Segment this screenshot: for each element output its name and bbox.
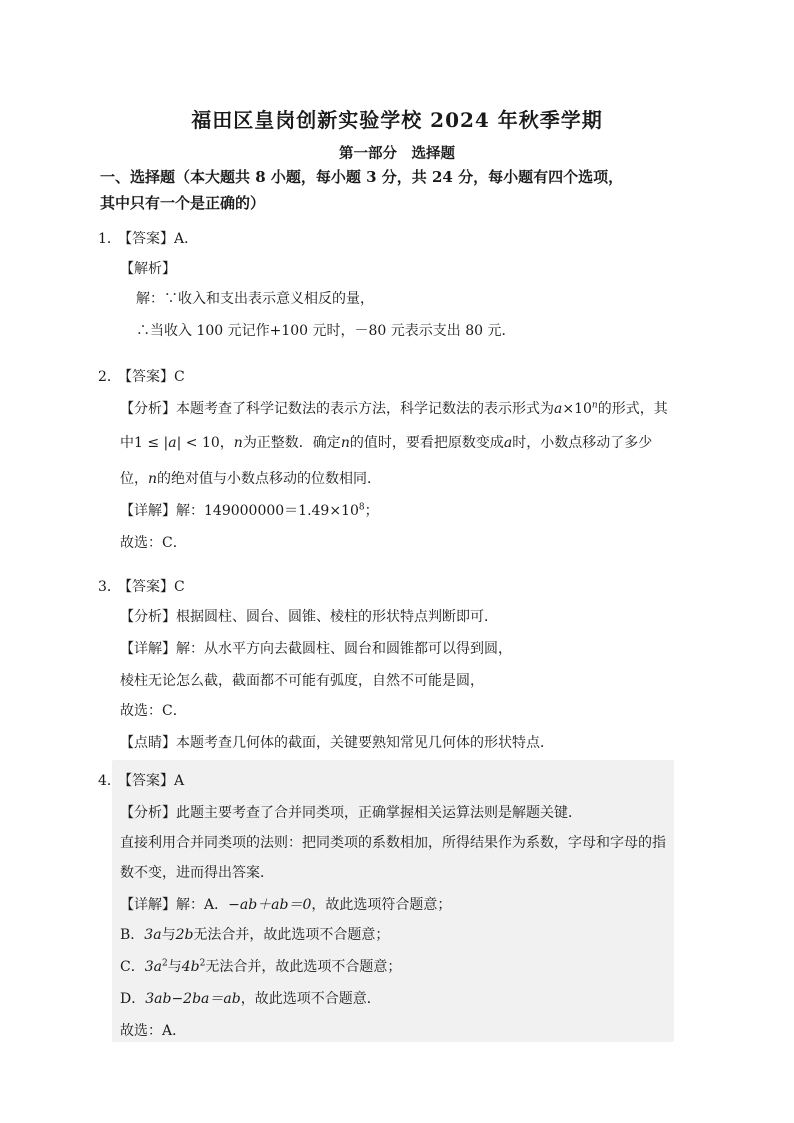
math-a: a: [503, 435, 513, 451]
math-times-ten: ×10: [562, 401, 592, 417]
text-segment: 无法合并，故此选项不合题意；: [193, 927, 390, 943]
question-4-analysis-line-2: 直接利用合并同类项的法则：把同类项的系数相加，所得结果作为系数，字母和字母的指: [120, 835, 666, 851]
question-2-number: 2．: [98, 369, 121, 385]
question-2-choice: 故选：C．: [120, 535, 187, 551]
option-label: D．: [120, 991, 146, 1007]
analysis-text: 【分析】本题考查了科学记数法的表示方法，科学记数法的表示形式为: [120, 401, 554, 417]
text-segment: 为正整数．确定: [242, 435, 341, 451]
question-3-detail-line-1: 【详解】解：从水平方向去截圆柱、圆台和圆锥都可以得到圆，: [120, 641, 512, 657]
question-4-number: 4．: [98, 773, 121, 789]
question-2-detail: [120, 500, 680, 520]
section-heading-line-1: 一、选择题（本大题共 8 小题，每小题 3 分，共 24 分，每小题有四个选项，: [100, 168, 624, 186]
math-exponent: 8: [358, 502, 365, 513]
math-expression: 4b: [181, 959, 200, 975]
math-exponent: 2: [199, 958, 206, 969]
detail-text-tail: ；: [364, 503, 379, 519]
question-2-analysis-line-3: [120, 468, 680, 488]
math-expression: 2b: [175, 927, 194, 943]
text-segment: 中1 ≤: [120, 435, 164, 451]
detail-text: 【详解】解：A．: [120, 897, 229, 913]
question-4-answer: 【答案】A: [118, 773, 185, 789]
math-expression: 3ab−2ba＝ab: [145, 991, 241, 1007]
question-2-analysis-line-2: [120, 432, 680, 452]
detail-text: 【详解】解：149000000＝1.49×10: [120, 503, 359, 519]
question-3-detail-line-2: 棱柱无论怎么截，截面都不可能有弧度，自然不可能是圆，: [120, 673, 484, 689]
math-exponent-n: n: [591, 400, 598, 411]
math-abs-a: |a|: [163, 435, 182, 451]
question-1-number: 1．: [98, 231, 121, 247]
question-4-option-b: [120, 924, 680, 944]
text-segment: 位，: [120, 471, 148, 487]
question-3-analysis: 【分析】根据圆柱、圆台、圆锥、棱柱的形状特点判断即可．: [120, 609, 498, 625]
question-2-answer: 【答案】C: [118, 369, 185, 385]
question-3-choice: 故选：C．: [120, 703, 187, 719]
math-a: a: [554, 401, 563, 417]
question-1-answer: 【答案】A．: [118, 231, 199, 247]
text-segment: < 10，: [181, 435, 234, 451]
text-segment: 的值时，要看把原数变成: [349, 435, 504, 451]
math-n: n: [233, 435, 243, 451]
option-label: B．: [120, 927, 145, 943]
question-2-analysis-line-1: [120, 398, 680, 418]
text-segment: 无法合并，故此选项不合题意；: [205, 959, 402, 975]
text-segment: 时，小数点移动了多少: [512, 435, 653, 451]
text-segment: 与: [167, 959, 182, 975]
question-1-line-1: 解：∵收入和支出表示意义相反的量，: [136, 291, 374, 307]
math-expression: 3a: [144, 959, 162, 975]
text-segment: 的绝对值与小数点移动的位数相同．: [157, 471, 382, 487]
question-1-line-2: ∴当收入 100 元记作+100 元时，－80 元表示支出 80 元．: [136, 323, 516, 339]
math-exponent: 2: [161, 958, 168, 969]
text-segment: 与: [161, 927, 176, 943]
section-heading-line-2: 其中只有一个是正确的）: [100, 194, 266, 212]
question-4-option-c: [120, 956, 680, 976]
section-heading: [100, 164, 700, 216]
question-4-detail-a: [120, 894, 680, 914]
math-expression: 3a: [144, 927, 162, 943]
math-n: n: [148, 471, 158, 487]
part-heading: 第一部分 选择题: [339, 145, 455, 162]
detail-text-tail: ，故此选项符合题意；: [311, 897, 452, 913]
question-3-number: 3．: [98, 579, 121, 595]
text-segment: ，故此选项不合题意．: [240, 991, 381, 1007]
question-3-comment: 【点睛】本题考查几何体的截面，关键要熟知常见几何体的形状特点．: [120, 735, 554, 751]
math-expression: −ab＋ab＝0: [228, 897, 312, 913]
question-4-choice: 故选：A．: [120, 1023, 187, 1039]
analysis-text-tail: 的形式，其: [597, 401, 668, 417]
question-4-analysis: 【分析】此题主要考查了合并同类项，正确掌握相关运算法则是解题关键．: [120, 805, 582, 821]
question-3-answer: 【答案】C: [118, 579, 185, 595]
question-4-option-d: [120, 988, 680, 1008]
math-n: n: [340, 435, 350, 451]
question-4-analysis-line-3: 数不变，进而得出答案．: [120, 865, 274, 881]
option-label: C．: [120, 959, 145, 975]
page-title: 福田区皇岗创新实验学校 2024 年秋季学期: [191, 108, 603, 132]
question-1-analysis-label: 【解析】: [120, 261, 176, 277]
